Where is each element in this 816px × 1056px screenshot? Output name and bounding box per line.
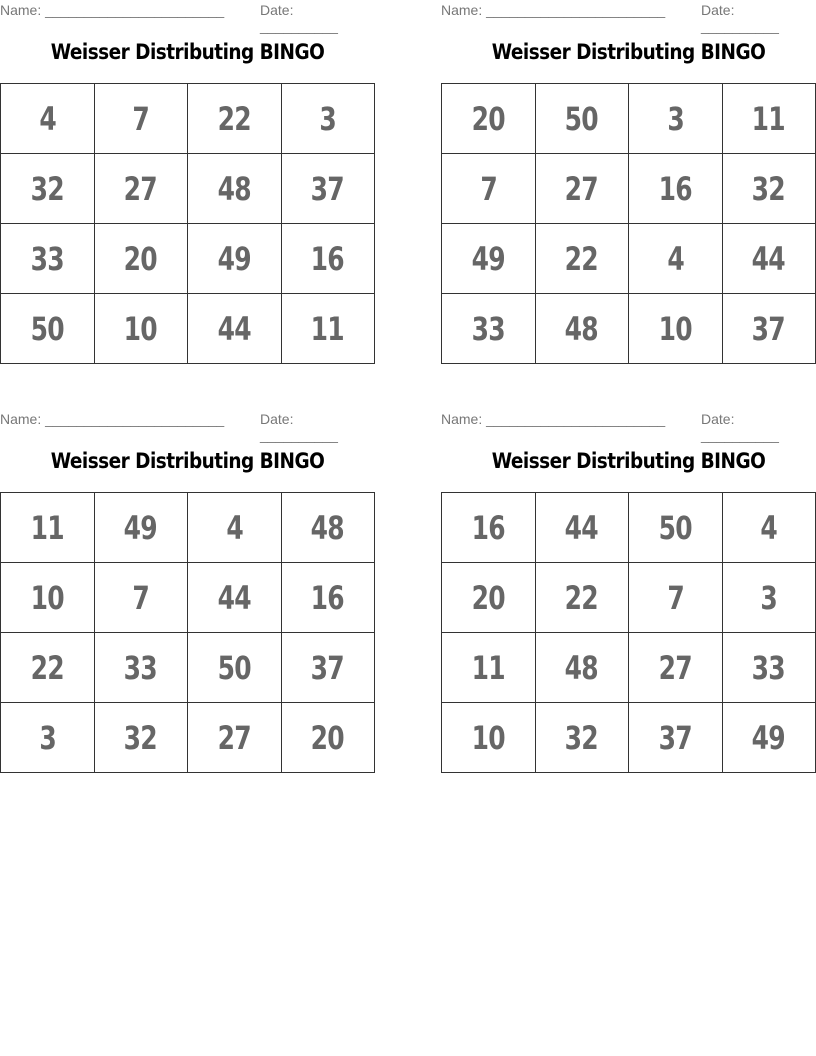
grid-row [1,224,375,294]
grid-cell [1,294,95,364]
name-date-row [441,411,816,443]
date-field-label: Date: __________ [260,2,338,34]
cell-number: 4 [225,508,243,547]
grid-cell [722,224,816,294]
grid-cell [94,154,188,224]
grid-cell [94,633,188,703]
grid-cell [1,84,95,154]
cell-number: 20 [124,239,158,278]
grid-cell [281,224,375,294]
grid-cell [1,493,95,563]
cell-number: 37 [311,169,345,208]
grid-cell [281,294,375,364]
grid-cell [722,703,816,773]
cell-number: 33 [752,648,786,687]
cell-number: 10 [124,309,158,348]
bingo-card [0,409,375,772]
grid-cell [442,294,536,364]
cell-number: 16 [471,508,505,547]
cell-number: 48 [217,169,251,208]
grid-cell [535,563,629,633]
grid-row [1,294,375,364]
cell-number: 16 [311,578,345,617]
cell-number: 7 [132,99,150,138]
cell-number: 48 [565,648,599,687]
grid-row [442,154,816,224]
grid-cell [535,493,629,563]
grid-cell [722,294,816,364]
grid-cell [535,154,629,224]
grid-cell [281,633,375,703]
cell-number: 20 [311,718,345,757]
cell-number: 7 [132,578,150,617]
grid-cell [722,154,816,224]
cell-number: 27 [658,648,692,687]
grid-cell [1,224,95,294]
name-date-row [0,411,375,443]
grid-row [1,563,375,633]
grid-row [1,154,375,224]
grid-cell [1,703,95,773]
cell-number: 37 [658,718,692,757]
grid-cell [535,84,629,154]
grid-cell [442,493,536,563]
grid-cell [442,224,536,294]
cell-number: 22 [565,578,599,617]
cell-number: 11 [752,99,786,138]
cell-number: 27 [565,169,599,208]
grid-cell [188,154,282,224]
grid-cell [94,493,188,563]
cell-number: 7 [479,169,497,208]
grid-cell [535,633,629,703]
cell-number: 3 [38,718,56,757]
grid-cell [94,703,188,773]
cell-number: 50 [565,99,599,138]
cell-number: 22 [565,239,599,278]
grid-cell [188,633,282,703]
grid-cell [188,703,282,773]
cell-number: 16 [311,239,345,278]
name-field-label: Name: _______________________ [0,2,225,18]
grid-cell [188,224,282,294]
cell-number: 10 [30,578,64,617]
cell-number: 49 [471,239,505,278]
grid-row [442,703,816,773]
date-field-label: Date: __________ [260,411,338,443]
grid-cell [1,154,95,224]
grid-cell [281,84,375,154]
grid-cell [629,224,723,294]
grid-cell [535,703,629,773]
grid-cell [94,563,188,633]
cell-number: 4 [38,99,56,138]
cell-number: 37 [752,309,786,348]
cell-number: 10 [471,718,505,757]
cell-number: 32 [752,169,786,208]
cell-number: 49 [752,718,786,757]
cell-number: 11 [311,309,345,348]
grid-cell [722,493,816,563]
grid-cell [442,703,536,773]
cell-number: 27 [217,718,251,757]
grid-cell [629,493,723,563]
cell-number: 37 [311,648,345,687]
grid-cell [442,563,536,633]
cell-number: 3 [760,578,778,617]
cell-number: 11 [30,508,64,547]
grid-cell [1,563,95,633]
cell-number: 50 [217,648,251,687]
grid-row [442,633,816,703]
cell-number: 16 [658,169,692,208]
cell-number: 22 [217,99,251,138]
grid-cell [629,84,723,154]
cell-number: 20 [471,578,505,617]
grid-cell [535,294,629,364]
cell-number: 22 [30,648,64,687]
cell-number: 3 [319,99,337,138]
grid-cell [281,493,375,563]
cell-number: 10 [658,309,692,348]
cell-number: 50 [658,508,692,547]
grid-cell [629,294,723,364]
cell-number: 4 [666,239,684,278]
grid-cell [535,224,629,294]
grid-cell [442,633,536,703]
cell-number: 44 [217,309,251,348]
grid-cell [1,633,95,703]
grid-cell [722,563,816,633]
cell-number: 48 [565,309,599,348]
grid-row [1,633,375,703]
grid-cell [629,154,723,224]
grid-cell [281,154,375,224]
name-field-label: Name: _______________________ [441,411,666,427]
cell-number: 49 [217,239,251,278]
cell-number: 32 [565,718,599,757]
grid-cell [442,84,536,154]
grid-cell [629,633,723,703]
grid-cell [188,563,282,633]
grid-cell [442,154,536,224]
bingo-card [441,409,816,772]
grid-row [442,563,816,633]
grid-row [1,84,375,154]
cell-number: 27 [124,169,158,208]
cell-number: 48 [311,508,345,547]
grid-row [1,493,375,563]
card-title: Weisser Distributing BINGO [50,40,325,64]
bingo-grid [441,83,816,364]
name-field-label: Name: _______________________ [0,411,225,427]
cell-number: 44 [752,239,786,278]
grid-cell [94,224,188,294]
cell-number: 49 [124,508,158,547]
cell-number: 11 [471,648,505,687]
name-date-row [441,2,816,34]
card-title: Weisser Distributing BINGO [491,449,766,473]
grid-row [1,703,375,773]
cell-number: 32 [124,718,158,757]
bingo-card [441,0,816,363]
grid-cell [722,84,816,154]
grid-cell [281,563,375,633]
date-field-label: Date: __________ [701,2,779,34]
cell-number: 3 [666,99,684,138]
cell-number: 7 [666,578,684,617]
name-date-row [0,2,375,34]
grid-row [442,493,816,563]
grid-cell [281,703,375,773]
grid-cell [94,84,188,154]
grid-cell [188,84,282,154]
cell-number: 33 [30,239,64,278]
bingo-card [0,0,375,363]
bingo-grid [0,492,375,773]
name-field-label: Name: _______________________ [441,2,666,18]
grid-cell [188,294,282,364]
card-title: Weisser Distributing BINGO [50,449,325,473]
grid-row [442,294,816,364]
grid-cell [188,493,282,563]
cell-number: 44 [565,508,599,547]
cell-number: 20 [471,99,505,138]
date-field-label: Date: __________ [701,411,779,443]
grid-cell [629,703,723,773]
grid-row [442,84,816,154]
bingo-grid [441,492,816,773]
cell-number: 44 [217,578,251,617]
grid-cell [722,633,816,703]
card-title: Weisser Distributing BINGO [491,40,766,64]
cell-number: 4 [760,508,778,547]
grid-row [442,224,816,294]
cell-number: 32 [30,169,64,208]
bingo-grid [0,83,375,364]
cell-number: 33 [124,648,158,687]
grid-cell [629,563,723,633]
cell-number: 33 [471,309,505,348]
grid-cell [94,294,188,364]
cell-number: 50 [30,309,64,348]
